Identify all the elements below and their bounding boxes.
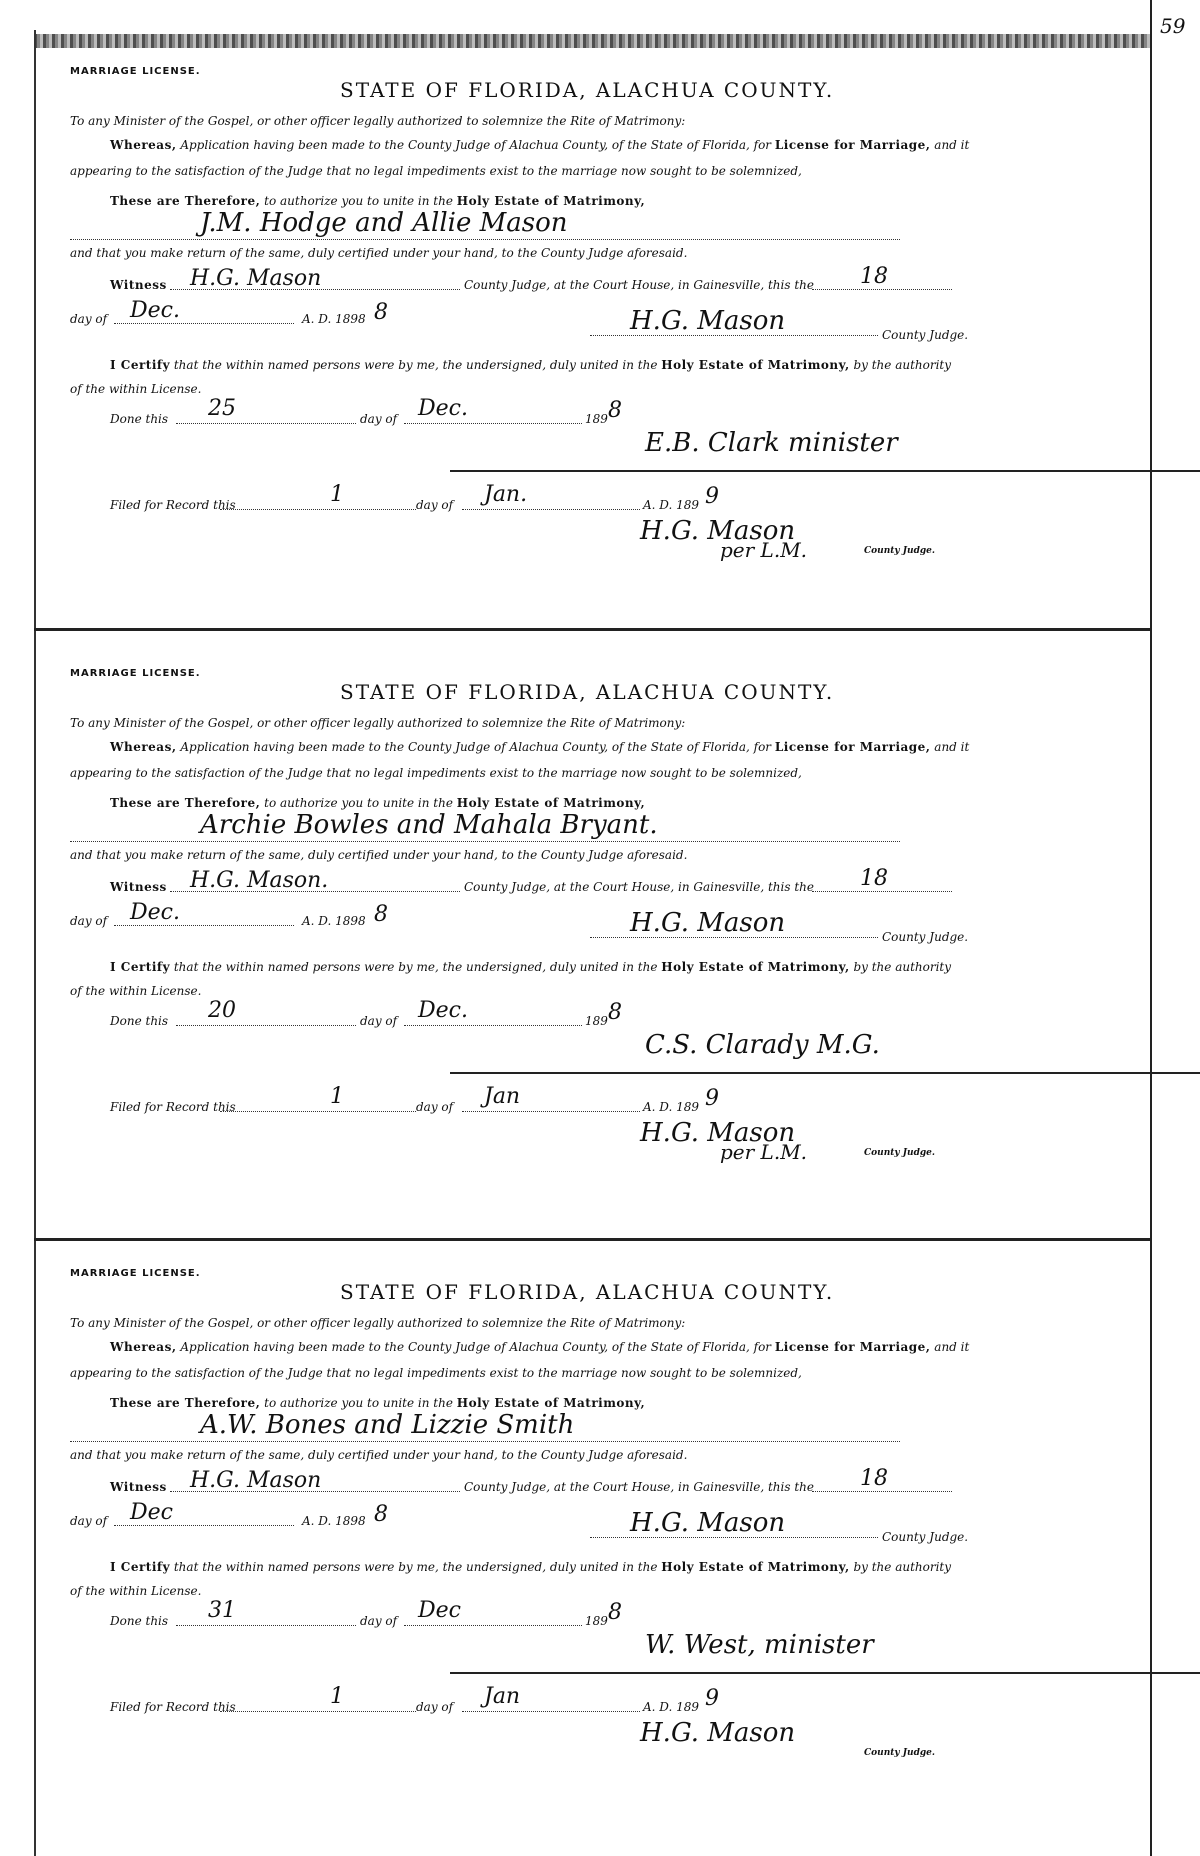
license-title: STATE OF FLORIDA, ALACHUA COUNTY. — [340, 1280, 835, 1304]
filed-month: Jan. — [484, 482, 528, 507]
within-license-line: of the within License. — [70, 1584, 202, 1598]
witness-signature: H.G. Mason — [190, 1468, 322, 1493]
certify-line: I Certify that the within named persons were by me, the undersigned, duly united in the Holy Estate of Matrimony, by the authority — [110, 358, 952, 372]
day-of-label: day of — [70, 312, 108, 326]
return-line: and that you make return of the same, duly certified under your hand, to the County Judge aforesaid. — [70, 848, 688, 862]
done-day: 20 — [208, 998, 236, 1023]
filed-signature: H.G. Mason — [640, 516, 796, 546]
done-year: 8 — [608, 1000, 622, 1025]
within-license-line: of the within License. — [70, 382, 202, 396]
witness-label: Witness — [110, 880, 167, 894]
appearing-line: appearing to the satisfaction of the Judge that no legal impediments exist to the marriage now sought to be solemnized, — [70, 164, 802, 178]
issue-year: 8 — [374, 902, 388, 927]
header-label: MARRIAGE LICENSE. — [70, 668, 201, 679]
license-title: STATE OF FLORIDA, ALACHUA COUNTY. — [340, 78, 835, 102]
whereas-line: Whereas, Application having been made to the County Judge of Alachua County, of the State of Florida, for License for Marriage, and it — [110, 1340, 970, 1354]
filed-day: 1 — [330, 1684, 344, 1709]
filed-for-record-label: Filed for Record this — [110, 498, 236, 512]
done-day: 31 — [208, 1598, 236, 1623]
filed-month: Jan — [484, 1684, 521, 1709]
county-judge-court-line: County Judge, at the Court House, in Gainesville, this the — [464, 278, 814, 292]
done-day-of-label: day of — [360, 1614, 398, 1628]
parties-names: J.M. Hodge and Allie Mason — [200, 208, 568, 238]
whereas-line: Whereas, Application having been made to the County Judge of Alachua County, of the State of Florida, for License for Marriage, and it — [110, 138, 970, 152]
officiant-signature: W. West, minister — [645, 1630, 874, 1660]
issue-year: 8 — [374, 300, 388, 325]
appearing-line: appearing to the satisfaction of the Judge that no legal impediments exist to the marriage now sought to be solemnized, — [70, 1366, 802, 1380]
done-month: Dec. — [418, 396, 468, 421]
issue-year: 8 — [374, 1502, 388, 1527]
done-year: 8 — [608, 1600, 622, 1625]
county-judge-court-line: County Judge, at the Court House, in Gainesville, this the — [464, 1480, 814, 1494]
done-year-label: 189 — [585, 412, 608, 426]
filed-day: 1 — [330, 1084, 344, 1109]
issue-day: 18 — [860, 866, 888, 891]
return-line: and that you make return of the same, duly certified under your hand, to the County Judge aforesaid. — [70, 1448, 688, 1462]
issue-day: 18 — [860, 1466, 888, 1491]
issue-month: Dec. — [130, 900, 180, 925]
witness-label: Witness — [110, 1480, 167, 1494]
done-this-label: Done this — [110, 1014, 169, 1028]
header-label: MARRIAGE LICENSE. — [70, 1268, 201, 1279]
ad-1898-label: A. D. 1898 — [302, 312, 366, 326]
done-month: Dec — [418, 1598, 461, 1623]
certify-line: I Certify that the within named persons were by me, the undersigned, duly united in the Holy Estate of Matrimony, by the authority — [110, 960, 952, 974]
record-divider — [34, 628, 1150, 631]
judge-signature: H.G. Mason — [630, 1508, 786, 1538]
certify-line: I Certify that the within named persons were by me, the undersigned, duly united in the Holy Estate of Matrimony, by the authority — [110, 1560, 952, 1574]
to-any-line: To any Minister of the Gospel, or other officer legally authorized to solemnize the Rite of Matrimony: — [70, 1316, 686, 1330]
witness-signature: H.G. Mason — [190, 266, 322, 291]
done-day-of-label: day of — [360, 412, 398, 426]
done-year-label: 189 — [585, 1014, 608, 1028]
filed-year: 9 — [705, 1086, 719, 1111]
to-any-line: To any Minister of the Gospel, or other officer legally authorized to solemnize the Rite of Matrimony: — [70, 114, 686, 128]
day-of-label: day of — [70, 914, 108, 928]
scan-top-border — [34, 34, 1152, 48]
filed-year-label: A. D. 189 — [643, 1700, 700, 1714]
judge-signature: H.G. Mason — [630, 306, 786, 336]
within-license-line: of the within License. — [70, 984, 202, 998]
county-judge-label: County Judge. — [882, 930, 969, 944]
filed-for-record-label: Filed for Record this — [110, 1100, 236, 1114]
record-divider — [34, 1238, 1150, 1241]
page-right-border — [1150, 0, 1152, 1856]
filed-year: 9 — [705, 1686, 719, 1711]
filed-month: Jan — [484, 1084, 521, 1109]
filed-day: 1 — [330, 482, 344, 507]
done-this-label: Done this — [110, 412, 169, 426]
ad-1898-label: A. D. 1898 — [302, 1514, 366, 1528]
page-number: 59 — [1160, 14, 1186, 38]
these-line: These are Therefore, to authorize you to unite in the Holy Estate of Matrimony, — [110, 194, 646, 208]
day-of-label: day of — [70, 1514, 108, 1528]
to-any-line: To any Minister of the Gospel, or other officer legally authorized to solemnize the Rite of Matrimony: — [70, 716, 686, 730]
whereas-line: Whereas, Application having been made to the County Judge of Alachua County, of the State of Florida, for License for Marriage, and it — [110, 740, 970, 754]
filed-per-initials: per L.M. — [720, 538, 808, 562]
witness-label: Witness — [110, 278, 167, 292]
issue-month: Dec. — [130, 298, 180, 323]
these-line: These are Therefore, to authorize you to unite in the Holy Estate of Matrimony, — [110, 796, 646, 810]
filed-signature: H.G. Mason — [640, 1118, 796, 1148]
done-year-label: 189 — [585, 1614, 608, 1628]
scan-left-border — [34, 30, 36, 1856]
done-day-of-label: day of — [360, 1014, 398, 1028]
officiant-signature: E.B. Clark minister — [645, 428, 898, 458]
issue-day: 18 — [860, 264, 888, 289]
witness-signature: H.G. Mason. — [190, 868, 329, 893]
filed-day-of-label: day of — [416, 498, 454, 512]
county-judge-court-line: County Judge, at the Court House, in Gainesville, this the — [464, 880, 814, 894]
judge-signature: H.G. Mason — [630, 908, 786, 938]
these-line: These are Therefore, to authorize you to unite in the Holy Estate of Matrimony, — [110, 1396, 646, 1410]
parties-names: A.W. Bones and Lizzie Smith — [200, 1410, 575, 1440]
filed-day-of-label: day of — [416, 1100, 454, 1114]
license-title: STATE OF FLORIDA, ALACHUA COUNTY. — [340, 680, 835, 704]
county-judge-label: County Judge. — [882, 328, 969, 342]
county-judge-small-label: County Judge. — [864, 1748, 936, 1758]
done-year: 8 — [608, 398, 622, 423]
county-judge-small-label: County Judge. — [864, 546, 936, 556]
appearing-line: appearing to the satisfaction of the Judge that no legal impediments exist to the marriage now sought to be solemnized, — [70, 766, 802, 780]
filed-year-label: A. D. 189 — [643, 498, 700, 512]
filed-year: 9 — [705, 484, 719, 509]
filed-for-record-label: Filed for Record this — [110, 1700, 236, 1714]
header-label: MARRIAGE LICENSE. — [70, 66, 201, 77]
done-this-label: Done this — [110, 1614, 169, 1628]
officiant-signature: C.S. Clarady M.G. — [645, 1030, 880, 1060]
filed-day-of-label: day of — [416, 1700, 454, 1714]
county-judge-small-label: County Judge. — [864, 1148, 936, 1158]
done-day: 25 — [208, 396, 236, 421]
filed-per-initials: per L.M. — [720, 1140, 808, 1164]
parties-names: Archie Bowles and Mahala Bryant. — [200, 810, 658, 840]
filed-year-label: A. D. 189 — [643, 1100, 700, 1114]
filed-signature: H.G. Mason — [640, 1718, 796, 1748]
issue-month: Dec — [130, 1500, 173, 1525]
done-month: Dec. — [418, 998, 468, 1023]
county-judge-label: County Judge. — [882, 1530, 969, 1544]
ad-1898-label: A. D. 1898 — [302, 914, 366, 928]
return-line: and that you make return of the same, duly certified under your hand, to the County Judge aforesaid. — [70, 246, 688, 260]
